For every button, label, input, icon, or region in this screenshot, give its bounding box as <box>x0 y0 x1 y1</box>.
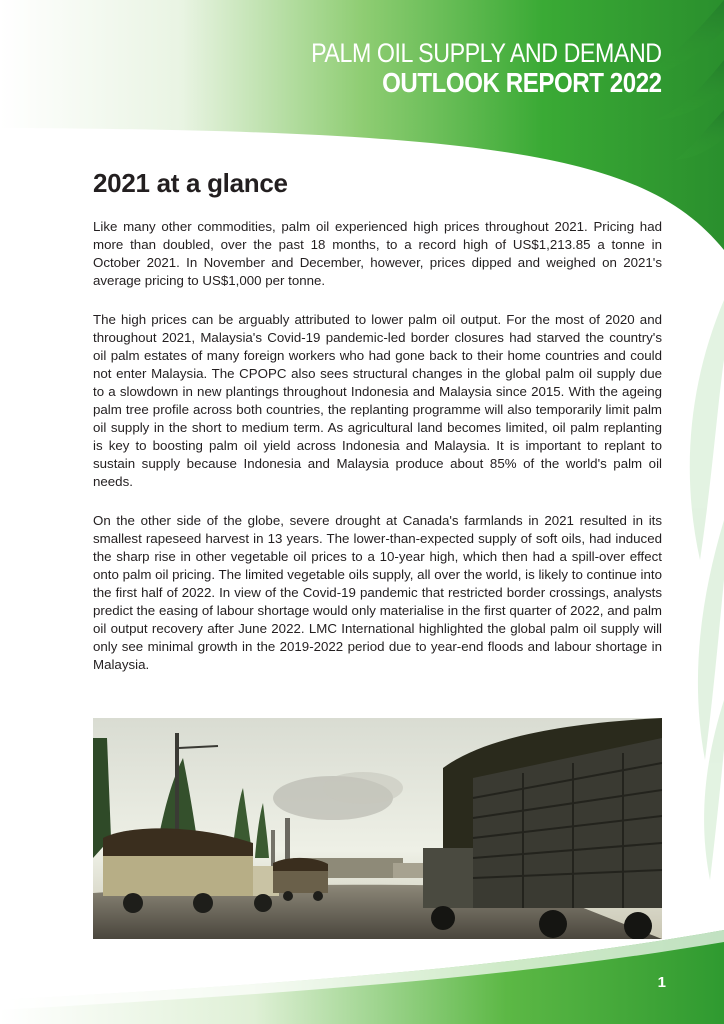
report-title-line1: PALM OIL SUPPLY AND DEMAND <box>311 38 662 68</box>
leaf-watermark <box>690 300 724 880</box>
paragraph-1: Like many other commodities, palm oil experienced high prices throughout 2021. Pricing had more than doubled, over the past 18 months, to a record high of US$1,213.85 a tonne in October 2021. In November and December, however, prices dipped and weighed on 2021's average pricing to US$1,000 per tonne. <box>93 219 662 288</box>
body-text <box>93 218 662 695</box>
palm-oil-trucks-photo <box>93 718 662 939</box>
page-number: 1 <box>657 974 666 991</box>
paragraph-3: On the other side of the globe, severe drought at Canada's farmlands in 2021 resulted in its smallest rapeseed harvest in 13 years. The lower-than-expected supply of soft oils, had induced the sharp rise in other vegetable oil prices to a 10-year high, which then had a spill-over effect onto palm oil pricing. The limited vegetable oils supply, all over the world, is likely to continue into the first half of 2022. In view of the Covid-19 pandemic that restricted border crossings, analysts predict the easing of labour shortage would only materialise in the first quarter of 2022, and palm oil output recovery after June 2022. LMC International highlighted the global palm oil supply will only see minimal growth in the 2019-2022 period due to year-end floods and labour shortage in Malaysia. <box>93 513 662 672</box>
report-title <box>254 40 662 97</box>
paragraph-2: The high prices can be arguably attributed to lower palm oil output. For the most of 2020 and throughout 2021, Malaysia's Covid-19 pandemic-led border closures had starved the country's oil palm estates of many foreign workers who had gone back to their home countries and could not enter Malaysia. The CPOPC also sees structural changes in the global palm oil supply due to a slowdown in new plantings throughout Indonesia and Malaysia since 2015. With the ageing palm tree profile across both countries, the replanting programme will also temporarily limit palm oil supply in the short to medium term. As agricultural land becomes limited, oil palm replanting is key to boosting palm oil yield across Indonesia and Malaysia. It is important to replant to sustain supply because Indonesia and Malaysia produce about 85% of the world's palm oil needs. <box>93 312 662 489</box>
section-heading: 2021 at a glance <box>93 168 288 198</box>
report-title-line2: OUTLOOK REPORT 2022 <box>382 67 662 98</box>
